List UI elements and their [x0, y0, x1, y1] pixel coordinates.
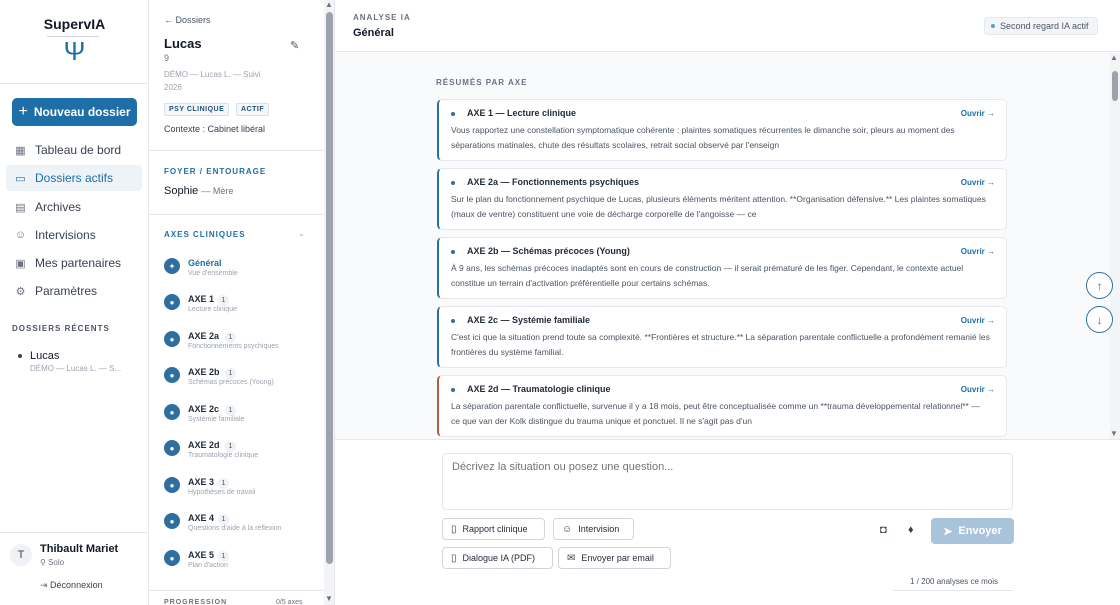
axis-label: AXE 1 — [188, 294, 215, 304]
camera-icon[interactable]: ◘ — [880, 524, 887, 536]
brand-name[interactable]: SupervIA — [43, 16, 106, 32]
back-label: Dossiers — [175, 15, 211, 25]
axis-label: AXE 2c — [188, 404, 220, 414]
arrow-left-icon: ← — [164, 15, 176, 25]
bullet-icon — [451, 112, 455, 116]
users-icon: ☺ — [562, 523, 573, 535]
tag-actif: ACTIF — [236, 103, 269, 116]
family-member-name: Sophie — [164, 185, 199, 197]
scrollbar-thumb[interactable] — [1112, 71, 1118, 101]
axis-item-2a[interactable] — [164, 330, 314, 360]
axis-summary-card[interactable] — [437, 99, 1007, 161]
open-link[interactable]: Ouvrir → — [960, 385, 995, 394]
axis-label: Général — [188, 258, 222, 268]
card-text: La séparation parentale conflictuelle, survenue il y a 18 mois, peut être conceptualisée comme un **trauma développemental relationnel** — ce que van der Kolk distingue du trauma unique et ponctuel. Il ne s'agit pas d'un — [451, 401, 980, 426]
scrollbar-thumb[interactable] — [326, 12, 333, 564]
button-label: Envoyer par email — [581, 553, 654, 563]
axis-item-2d[interactable] — [164, 439, 314, 469]
axis-item-4[interactable] — [164, 512, 314, 542]
axis-count: 1 — [218, 478, 229, 489]
nav-item-label: Intervisions — [35, 228, 96, 242]
scroll-up-icon[interactable]: ▲ — [1110, 53, 1118, 62]
nav-item-label: Paramètres — [35, 284, 98, 298]
dossier-panel — [149, 0, 324, 605]
axis-count: 1 — [225, 405, 236, 416]
intervision-button[interactable] — [553, 518, 634, 540]
arrow-up-icon: ↑ — [1096, 278, 1103, 293]
microphone-icon[interactable]: ♦ — [908, 524, 914, 536]
avatar: T — [10, 544, 32, 566]
card-text: Vous rapportez une constellation symptomatique cohérente : plaintes somatiques récurrentes le dimanche soir, pleurs au moment des séparations matinales, chute des résultats scolaires, retrait social observé par l'enseign — [451, 125, 955, 150]
recent-dossier-sub: DÉMO — Lucas L. — S... — [30, 364, 122, 373]
ai-status-badge — [984, 17, 1098, 35]
scroll-up-button[interactable] — [1086, 272, 1113, 299]
axis-summary-card[interactable] — [437, 306, 1007, 368]
analysis-kicker: ANALYSE IA — [353, 13, 411, 22]
axis-desc: Questions d'aide à la réflexion — [188, 525, 282, 532]
open-link[interactable]: Ouvrir → — [960, 178, 995, 187]
mail-icon: ✉ — [567, 552, 576, 564]
nav-item-mes-partenaires[interactable] — [6, 250, 142, 276]
bullet-icon — [451, 319, 455, 323]
nav-item-label: Tableau de bord — [35, 143, 122, 157]
tag-psy-clinique: PSY CLINIQUE — [164, 103, 229, 116]
bullet-icon — [451, 250, 455, 254]
open-link[interactable]: Ouvrir → — [960, 247, 995, 256]
card-title: AXE 2b — Schémas précoces (Young) — [467, 246, 630, 256]
scroll-down-button[interactable] — [1086, 306, 1113, 333]
new-dossier-button[interactable] — [12, 98, 137, 126]
axis-item-2c[interactable] — [164, 403, 314, 433]
summaries-scrollbar[interactable] — [1110, 53, 1120, 439]
logout-label: Déconnexion — [50, 580, 103, 590]
divider — [149, 214, 324, 215]
axis-dot-icon: ● — [164, 477, 180, 493]
main-header — [335, 0, 1120, 52]
scroll-down-icon[interactable]: ▼ — [325, 594, 333, 603]
partners-icon: ▣ — [15, 257, 26, 270]
axis-dot-icon: ● — [164, 294, 180, 310]
nav-item-tableau-de-bord[interactable] — [6, 137, 142, 163]
bullet-icon — [451, 388, 455, 392]
scroll-up-icon[interactable]: ▲ — [325, 0, 333, 9]
foyer-heading: FOYER / ENTOURAGE — [164, 167, 267, 176]
nav-item-label: Dossiers actifs — [35, 171, 114, 185]
back-to-dossiers-link[interactable] — [164, 15, 211, 25]
user-name: Thibault Mariet — [40, 543, 119, 555]
gear-icon: ⚙ — [15, 285, 26, 298]
progress-value: 0/5 axes — [276, 599, 303, 605]
recent-dossiers-heading: DOSSIERS RÉCENTS — [12, 324, 110, 333]
axis-count: 1 — [225, 441, 236, 452]
open-link[interactable]: Ouvrir → — [960, 109, 995, 118]
dossier-meta: DÉMO — Lucas L. — Suivi 2026 — [164, 70, 261, 92]
axis-label: AXE 5 — [188, 550, 215, 560]
dossier-context: Contexte : Cabinet libéral — [164, 124, 266, 134]
card-text: Sur le plan du fonctionnement psychique de Lucas, plusieurs éléments méritent attention. **Organisation défensive.** Les plaintes somatiques (maux de ventre) constituent une voie de décharge corporelle de l'angoisse — ce — [451, 194, 986, 219]
nav-item-intervisions[interactable] — [6, 222, 142, 248]
axis-desc: Plan d'action — [188, 562, 228, 569]
button-label: Rapport clinique — [462, 524, 528, 534]
button-label: Dialogue IA (PDF) — [462, 553, 536, 563]
axis-count: 1 — [218, 551, 229, 562]
axis-item-2b[interactable] — [164, 366, 314, 396]
axis-desc: Systémie familiale — [188, 416, 245, 423]
button-label: Intervision — [578, 524, 620, 534]
card-title: AXE 2a — Fonctionnements psychiques — [467, 177, 640, 187]
dialogue-pdf-button[interactable] — [442, 547, 553, 569]
composer — [335, 439, 1120, 605]
dossier-title: Lucas — [164, 36, 202, 51]
nav-item-label: Archives — [35, 200, 82, 214]
send-email-button[interactable] — [558, 547, 671, 569]
axis-item-general[interactable] — [164, 257, 314, 287]
axis-desc: Lecture clinique — [188, 306, 238, 313]
user-role — [40, 558, 64, 567]
sidebar-nav — [0, 0, 149, 605]
quota-bar — [893, 590, 1013, 591]
axes-heading: AXES CLINIQUES — [164, 230, 246, 239]
axis-dot-icon: ● — [164, 440, 180, 456]
axis-label: AXE 3 — [188, 477, 215, 487]
card-title: AXE 2d — Traumatologie clinique — [467, 384, 611, 394]
logout-icon: ⇥ — [40, 580, 51, 590]
psi-logo-icon: Ψ — [63, 36, 86, 66]
axis-dot-icon: ● — [164, 404, 180, 420]
axis-dot-icon: ● — [164, 331, 180, 347]
card-text: À 9 ans, les schémas précoces inadaptés sont en cours de construction — il serait prématuré de les figer. Cependant, le contexte actuel constitue un terrain d'activation préférentielle pour certains schémas. — [451, 263, 964, 288]
axis-dot-icon: ● — [164, 367, 180, 383]
divider — [149, 590, 324, 591]
axis-count: 1 — [225, 332, 236, 343]
axis-dot-icon: ● — [164, 513, 180, 529]
logout-link[interactable] — [40, 580, 103, 591]
recent-dossier-name: Lucas — [30, 350, 60, 362]
sparkle-icon: ✦ — [164, 258, 180, 274]
bullet-icon — [451, 181, 455, 185]
dossier-age: 9 — [164, 53, 170, 63]
users-icon: ☺ — [14, 229, 27, 241]
axis-item-1[interactable] — [164, 293, 314, 323]
nav-item-label: Mes partenaires — [35, 256, 122, 270]
main-area — [335, 0, 1120, 605]
send-label: Envoyer — [958, 525, 1002, 537]
page-title: Général — [353, 27, 394, 39]
pdf-icon: ▯ — [451, 552, 457, 564]
family-member — [164, 185, 233, 197]
folder-icon: ▭ — [15, 172, 26, 185]
axis-dot-icon: ● — [164, 550, 180, 566]
axis-summary-card[interactable] — [437, 237, 1007, 299]
axis-label: AXE 2d — [188, 440, 220, 450]
nav-item-dossiers-actifs[interactable] — [6, 165, 142, 191]
divider — [149, 150, 324, 151]
send-button[interactable] — [931, 518, 1014, 544]
edit-pencil-icon[interactable]: ✎ — [290, 40, 300, 52]
new-dossier-label: Nouveau dossier — [33, 105, 131, 119]
dashboard-icon: ▦ — [15, 144, 26, 157]
quota-text: 1 / 200 analyses ce mois — [910, 577, 999, 586]
paper-plane-icon: ➤ — [943, 525, 953, 538]
summaries-area[interactable] — [335, 53, 1120, 439]
plus-icon: + — [18, 103, 28, 120]
divider — [0, 532, 149, 533]
archive-icon: ▤ — [15, 201, 26, 214]
axis-desc: Hypothèses de travail — [188, 489, 256, 496]
axis-summary-card[interactable] — [437, 168, 1007, 230]
user-role-label: Solo — [48, 558, 65, 567]
axis-item-5[interactable] — [164, 549, 314, 579]
ai-status-label: Second regard IA actif — [1000, 21, 1089, 31]
open-link[interactable]: Ouvrir → — [960, 316, 995, 325]
axis-label: AXE 2b — [188, 367, 220, 377]
panel-scrollbar[interactable] — [324, 0, 335, 605]
nav-item-archives[interactable] — [6, 194, 142, 220]
axis-count: 1 — [218, 514, 229, 525]
axis-desc: Schémas précoces (Young) — [188, 379, 274, 386]
axis-count: 1 — [218, 295, 229, 306]
arrow-down-icon: ↓ — [1096, 312, 1103, 327]
rapport-clinique-button[interactable] — [442, 518, 545, 540]
axis-count: 1 — [225, 368, 236, 379]
chevron-down-icon[interactable]: ⌄ — [298, 229, 305, 238]
document-icon: ▯ — [451, 523, 457, 535]
axis-label: AXE 4 — [188, 513, 215, 523]
message-input[interactable] — [442, 453, 1013, 510]
status-dot-icon — [991, 24, 995, 28]
axis-desc: Fonctionnements psychiques — [188, 343, 279, 350]
card-title: AXE 1 — Lecture clinique — [467, 108, 577, 118]
nav-item-parametres[interactable] — [6, 278, 142, 304]
family-member-relation: — Mère — [201, 186, 234, 196]
card-text: C'est ici que la situation prend toute sa complexité. **Frontières et structure.** La séparation parentale conflictuelle a profondément remanié les frontières du système familial. — [451, 332, 990, 357]
axis-summary-card[interactable] — [437, 375, 1007, 437]
axis-label: AXE 2a — [188, 331, 220, 341]
scroll-down-icon[interactable]: ▼ — [1110, 429, 1118, 438]
bullet-icon — [18, 354, 22, 358]
divider — [0, 83, 149, 84]
axis-desc: Traumatologie clinique — [188, 452, 259, 459]
link-icon: ⚲ — [40, 558, 49, 567]
progress-heading: PROGRESSION — [164, 599, 228, 605]
axis-desc: Vue d'ensemble — [188, 270, 238, 277]
axis-item-3[interactable] — [164, 476, 314, 506]
summaries-heading: RÉSUMÉS PAR AXE — [436, 78, 528, 87]
card-title: AXE 2c — Systémie familiale — [467, 315, 591, 325]
